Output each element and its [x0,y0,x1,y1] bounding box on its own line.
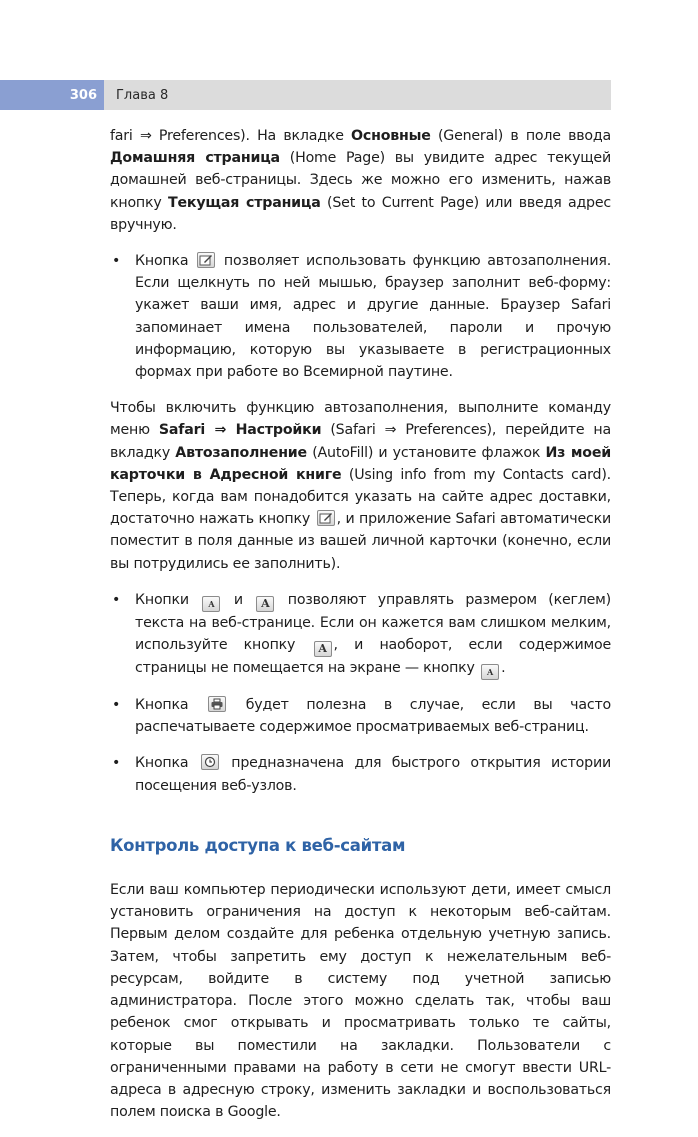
page-header [0,80,611,110]
bullet-list-2 [110,589,611,797]
page-number: 306 [0,80,104,110]
text-bigger-icon: A [314,641,332,657]
list-item: • Кнопка позволяет использовать функцию автозаполнения. Если щелкнуть по ней мышью, браузер заполнит веб-форму: укажет ваши имя, адрес и другие данные. Браузер Safari запоминает имена пользователей, пароли и прочую информацию, которую вы указываете в регистрационных формах при работе во Всемирной паутине. [110,250,611,383]
chapter-title: Глава 8 [104,80,611,110]
section-heading: Контроль доступа к веб-сайтам [110,835,406,855]
text-bigger-icon: A [256,596,274,612]
text-smaller-icon: A [202,596,220,612]
paragraph-2: Чтобы включить функцию автозаполнения, выполните команду меню Safari ⇒ Настройки (Safari ⇒ Preferences), перейдите на вкладку Автозаполнение (AutoFill) и установите флажок Из моей карточки в Адресной книге (Using info from my Contacts card). Теперь, когда вам понадобится указать на сайте адрес доставки, достаточно нажать кнопку , и приложение Safari автоматически поместит в поля данные из вашей личной карточки (конечно, если вы потрудились ее заполнить). [110,400,611,572]
list-item: • Кнопка предназначена для быстрого открытия истории посещения веб-узлов. [110,752,611,796]
autofill-icon [197,252,215,268]
paragraph-1: fari ⇒ Preferences). На вкладке Основные (General) в поле ввода Домашняя страница (Home Page) вы увидите адрес текущей домашней веб-страницы. Здесь же можно его изменить, нажав кнопку Текущая страница (Set to Current Page) или введя адрес вручную. [110,128,611,233]
autofill-icon [317,510,335,526]
bullet-list-1 [110,250,611,383]
history-icon [201,754,219,770]
list-item: • Кнопка будет полезна в случае, если вы часто распечатываете содержимое просматриваемых веб-страниц. [110,694,611,738]
text-smaller-icon: A [481,664,499,680]
page-body [110,125,611,1137]
list-item: • Кнопки A и A позволяют управлять размером (кеглем) текста на веб-странице. Если он кажется вам слишком мелким, используйте кнопку A , и наоборот, если содержимое страницы не помещается на экране — кнопку A . [110,589,611,680]
print-icon [208,696,226,712]
paragraph-3: Если ваш компьютер периодически используют дети, имеет смысл установить ограничения на доступ к некоторым веб-сайтам. Первым делом создайте для ребенка отдельную учетную запись. Затем, чтобы запретить ему доступ к нежелательным веб-ресурсам, войдите в систему под учетной записью администратора. После этого можно сделать так, чтобы ваш ребенок смог открывать и просматривать только те сайты, которые вы поместили на закладки. Пользователи с ограниченными правами на работу в сети не смогут ввести URL-адреса в адресную строку, изменить закладки и воспользоваться полем поиска в Google. [110,882,611,1121]
